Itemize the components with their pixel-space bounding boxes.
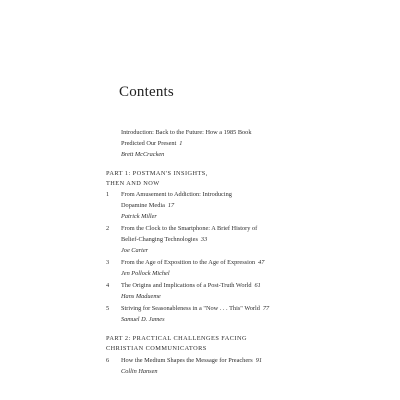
toc-entry-chapter-3 (121, 257, 264, 279)
toc-entry-title-cont (121, 257, 264, 268)
toc-entry-page: 1 (179, 140, 183, 148)
toc-entry-author: Samuel D. James (121, 316, 165, 324)
toc-entry-title-line2: Dopamine Media (121, 202, 165, 210)
part-heading-line: PART 1: POSTMAN'S INSIGHTS, (106, 170, 208, 177)
toc-entry-title: From the Clock to the Smartphone: A Brief History of (121, 225, 258, 232)
toc-entry-title-line2: Belief-Changing Technologies (121, 236, 198, 244)
toc-entry-author: Collin Hansen (121, 368, 158, 376)
toc-entry-chapter-6 (121, 355, 262, 377)
chapter-number: 6 (106, 357, 110, 364)
part-heading-line: PART 2: PRACTICAL CHALLENGES FACING (106, 335, 247, 342)
toc-entry-page: 61 (254, 282, 261, 289)
toc-entry-title-cont (121, 234, 257, 245)
toc-entry-title: From the Age of Exposition to the Age of Expression (121, 259, 256, 266)
page-title: Contents (119, 84, 174, 100)
toc-entry-title: From Amusement to Addiction: Introducing (121, 191, 232, 198)
toc-entry-title-cont (121, 280, 261, 291)
toc-entry-page: 47 (258, 259, 265, 266)
toc-entry-title-cont (121, 200, 232, 211)
toc-entry-page: 91 (255, 357, 262, 364)
toc-entry-title: How the Medium Shapes the Message for Preachers (121, 357, 253, 364)
toc-entry-title: Striving for Seasonableness in a "Now . . . This" World (121, 305, 260, 312)
chapter-number: 3 (106, 259, 110, 266)
toc-entry-chapter-1 (121, 189, 232, 223)
toc-entry-page: 77 (262, 305, 270, 312)
toc-entry-author: Brett McCracken (121, 151, 165, 159)
toc-entry-chapter-5 (121, 303, 269, 325)
chapter-number: 2 (106, 225, 110, 232)
chapter-number: 5 (106, 305, 110, 312)
toc-entry-chapter-2 (121, 223, 257, 257)
toc-entry-author: Jen Pollock Michel (121, 270, 170, 278)
toc-entry-page: 33 (200, 236, 208, 244)
chapter-number: 1 (106, 191, 110, 198)
toc-entry-page: 17 (167, 202, 175, 210)
chapter-number: 4 (106, 282, 110, 289)
toc-entry-author: Patrick Miller (121, 213, 157, 221)
part-heading-2 (106, 334, 247, 354)
toc-entry-title-cont (121, 303, 269, 314)
toc-entry-title: Introduction: Back to the Future: How a 1985 Book (121, 129, 252, 136)
toc-entry-title-line2: Predicted Our Present (121, 140, 177, 148)
toc-entry-author: Joe Carter (121, 247, 149, 255)
part-heading-line: CHRISTIAN COMMUNICATORS (106, 345, 207, 352)
toc-entry-introduction (121, 127, 251, 161)
toc-entry-title: The Origins and Implications of a Post-Truth World (121, 282, 252, 289)
toc-entry-title-cont (121, 355, 262, 366)
part-heading-line: THEN AND NOW (106, 180, 160, 187)
toc-entry-chapter-4 (121, 280, 261, 302)
part-heading-1 (106, 169, 208, 189)
toc-entry-author: Hans Madueme (121, 293, 161, 301)
toc-entry-title-cont (121, 138, 251, 149)
